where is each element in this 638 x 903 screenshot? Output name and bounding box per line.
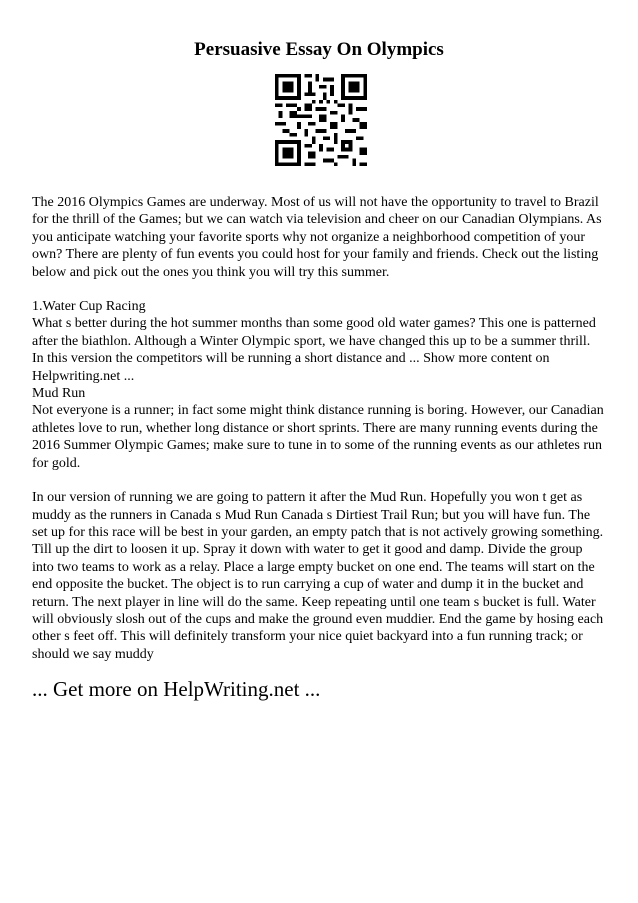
- qr-code-icon: [275, 74, 367, 166]
- page-title: Persuasive Essay On Olympics: [194, 39, 444, 60]
- section-heading-water-cup-racing: 1.Water Cup Racing: [32, 299, 146, 315]
- essay-body: [32, 194, 604, 663]
- mud-run-intro-paragraph: Not everyone is a runner; in fact some might think distance running is boring. However, our Canadian athletes love to run, whether long distance or short sprints. There are many running events during the 2016 Summer Olympic Games; make sure to tune in to some of the running events as our athletes run for gold.: [32, 403, 604, 471]
- intro-paragraph: The 2016 Olympics Games are underway. Most of us will not have the opportunity to travel to Brazil for the thrill of the Games; but we can watch via television and cheer on our Canadian Olympians. As you anticipate watching your favorite sports why not organize a neighborhood competition of your own? There are plenty of fun events you could host for your family and friends. Check out the listing below and pick out the ones you think you will try this summer.: [32, 195, 602, 280]
- section-heading-mud-run: Mud Run: [32, 386, 86, 402]
- mud-run-rules-paragraph: In our version of running we are going to pattern it after the Mud Run. Hopefully you won t get as muddy as the runners in Canada s Mud Run Canada s Dirtiest Trail Run; but you will have fun. The set up for this race will be best in your garden, an empty patch that is not actively growing something. Till up the dirt to loosen it up. Spray it down with water to get it good and damp. Divide the group into two teams to work as a relay. Place a large empty bucket on one end. The teams will start on the end opposite the bucket. The object is to run carrying a cup of water and dump it in the bucket and return. The next player in line will do the same. Keep repeating until one team s bucket is full. Water will obviously slosh out of the cups and make the ground even muddier. End the game by hosing each other s feet off. This will definitely transform your nice quiet backyard into a fun running track; or should we say muddy: [32, 490, 604, 662]
- get-more-link[interactable]: ... Get more on HelpWriting.net ...: [32, 677, 321, 701]
- water-cup-paragraph: What s better during the hot summer months than some good old water games? This one is patterned after the biathlon. Although a Winter Olympic sport, we have changed this up to be a summer thrill. In this version the competitors will be running a short distance and ... Show more content on Helpwriting.net ...: [32, 316, 596, 384]
